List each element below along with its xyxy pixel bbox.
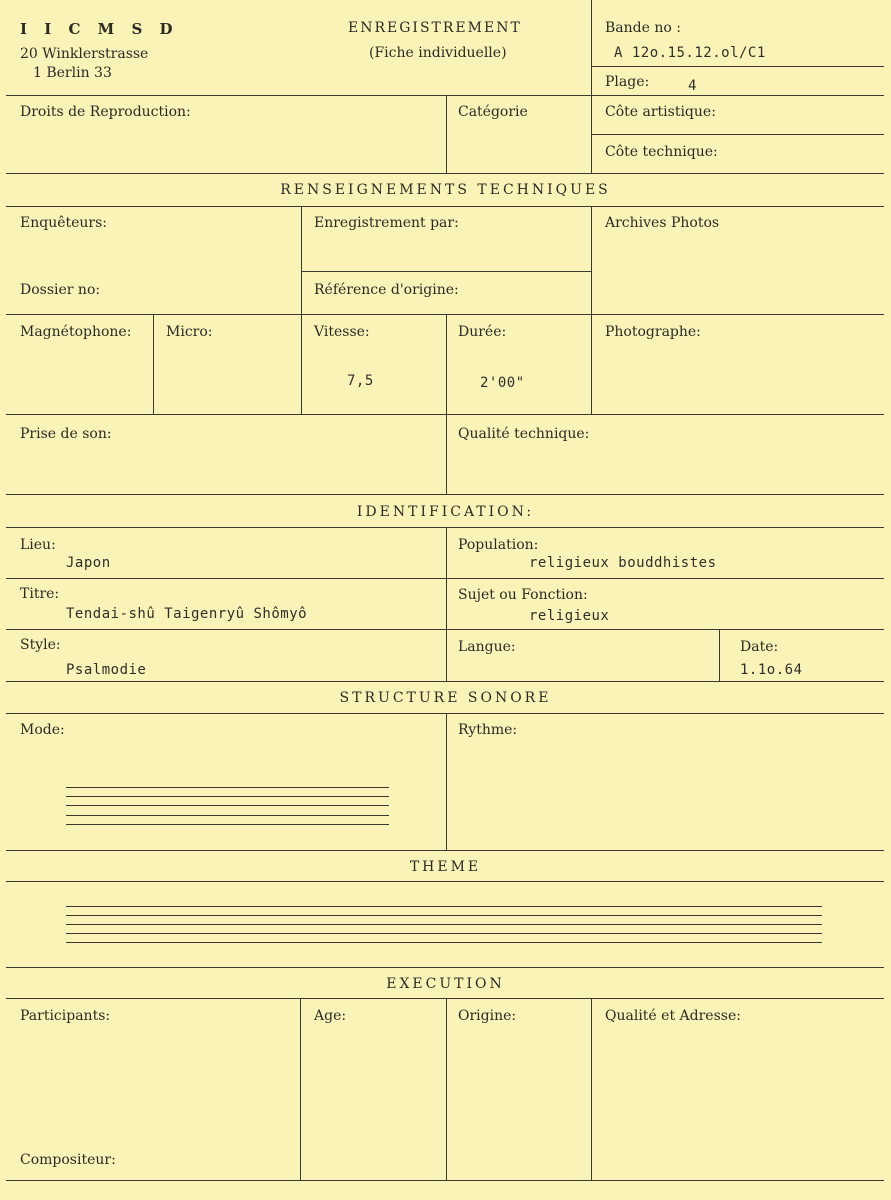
cote-artistique-label: Côte artistique: <box>605 104 716 120</box>
qualite-adresse-label: Qualité et Adresse: <box>605 1008 741 1024</box>
qualite-technique-label: Qualité technique: <box>458 426 590 442</box>
form-title: ENREGISTREMENT <box>348 20 522 36</box>
address-line-1: 20 Winklerstrasse <box>20 46 149 62</box>
sujet-label: Sujet ou Fonction: <box>458 587 588 603</box>
divider <box>6 850 884 851</box>
divider <box>6 527 884 528</box>
divider <box>719 629 720 681</box>
divider <box>446 713 447 850</box>
vitesse-value: 7,5 <box>347 373 374 389</box>
divider <box>591 134 884 135</box>
mode-staff-line <box>66 815 389 816</box>
magnetophone-label: Magnétophone: <box>20 324 132 340</box>
age-label: Age: <box>314 1008 347 1024</box>
theme-staff-line <box>66 942 822 943</box>
lieu-value: Japon <box>66 555 111 571</box>
section-title-technique: RENSEIGNEMENTS TECHNIQUES <box>280 182 611 198</box>
duree-label: Durée: <box>458 324 507 340</box>
address-line-2: 1 Berlin 33 <box>33 65 112 81</box>
origine-label: Origine: <box>458 1008 517 1024</box>
date-value: 1.1o.64 <box>740 662 803 678</box>
bande-value: A 12o.15.12.ol/C1 <box>614 45 766 61</box>
divider <box>591 0 592 173</box>
population-label: Population: <box>458 537 539 553</box>
mode-staff-line <box>66 805 389 806</box>
sujet-value: religieux <box>529 608 610 624</box>
reference-label: Référence d'origine: <box>314 282 459 298</box>
section-title-structure: STRUCTURE SONORE <box>339 690 552 706</box>
divider <box>6 314 884 315</box>
section-title-execution: EXECUTION <box>386 976 505 992</box>
divider <box>6 681 884 682</box>
categorie-label: Catégorie <box>458 104 528 120</box>
divider <box>6 629 884 630</box>
rythme-label: Rythme: <box>458 722 518 738</box>
divider <box>446 95 447 173</box>
section-title-identification: IDENTIFICATION: <box>356 504 535 520</box>
participants-label: Participants: <box>20 1008 111 1024</box>
enqueteurs-label: Enquêteurs: <box>20 215 108 231</box>
enregistrement-par-label: Enregistrement par: <box>314 215 459 231</box>
divider <box>6 881 884 882</box>
divider <box>446 314 447 414</box>
divider <box>6 414 884 415</box>
plage-label: Plage: <box>605 74 650 90</box>
divider <box>300 998 301 1180</box>
divider <box>301 271 591 272</box>
mode-staff-line <box>66 787 389 788</box>
section-title-theme: THEME <box>409 859 482 875</box>
lieu-label: Lieu: <box>20 537 56 553</box>
divider <box>446 414 447 494</box>
divider <box>301 206 302 414</box>
prise-de-son-label: Prise de son: <box>20 426 112 442</box>
divider <box>6 967 884 968</box>
cote-technique-label: Côte technique: <box>605 144 718 160</box>
titre-label: Titre: <box>20 586 60 602</box>
divider <box>446 527 447 681</box>
bande-label: Bande no : <box>605 20 681 36</box>
mode-label: Mode: <box>20 722 65 738</box>
divider <box>6 206 884 207</box>
style-value: Psalmodie <box>66 662 147 678</box>
dossier-label: Dossier no: <box>20 282 101 298</box>
divider <box>591 66 884 67</box>
divider <box>153 314 154 414</box>
mode-staff-line <box>66 796 389 797</box>
theme-staff-line <box>66 906 822 907</box>
langue-label: Langue: <box>458 639 516 655</box>
photographe-label: Photographe: <box>605 324 701 340</box>
population-value: religieux bouddhistes <box>529 555 717 571</box>
date-label: Date: <box>740 639 779 655</box>
mode-staff-line <box>66 824 389 825</box>
archives-photos-label: Archives Photos <box>605 215 720 231</box>
divider <box>6 998 884 999</box>
divider <box>591 206 592 414</box>
titre-value: Tendai-shû Taigenryû Shômyô <box>66 606 308 622</box>
divider <box>446 998 447 1180</box>
org-logo: I I C M S D <box>20 20 179 38</box>
form-subtitle: (Fiche individuelle) <box>369 45 507 61</box>
theme-staff-line <box>66 915 822 916</box>
divider <box>6 95 884 96</box>
style-label: Style: <box>20 637 61 653</box>
compositeur-label: Compositeur: <box>20 1152 116 1168</box>
plage-value: 4 <box>688 78 697 94</box>
theme-staff-line <box>66 924 822 925</box>
duree-value: 2'00" <box>480 375 525 391</box>
theme-staff-line <box>66 933 822 934</box>
divider <box>6 1180 884 1181</box>
droits-label: Droits de Reproduction: <box>20 104 191 120</box>
divider <box>591 998 592 1180</box>
divider <box>6 713 884 714</box>
divider <box>6 578 884 579</box>
vitesse-label: Vitesse: <box>314 324 370 340</box>
divider <box>6 494 884 495</box>
micro-label: Micro: <box>166 324 213 340</box>
divider <box>6 173 884 174</box>
